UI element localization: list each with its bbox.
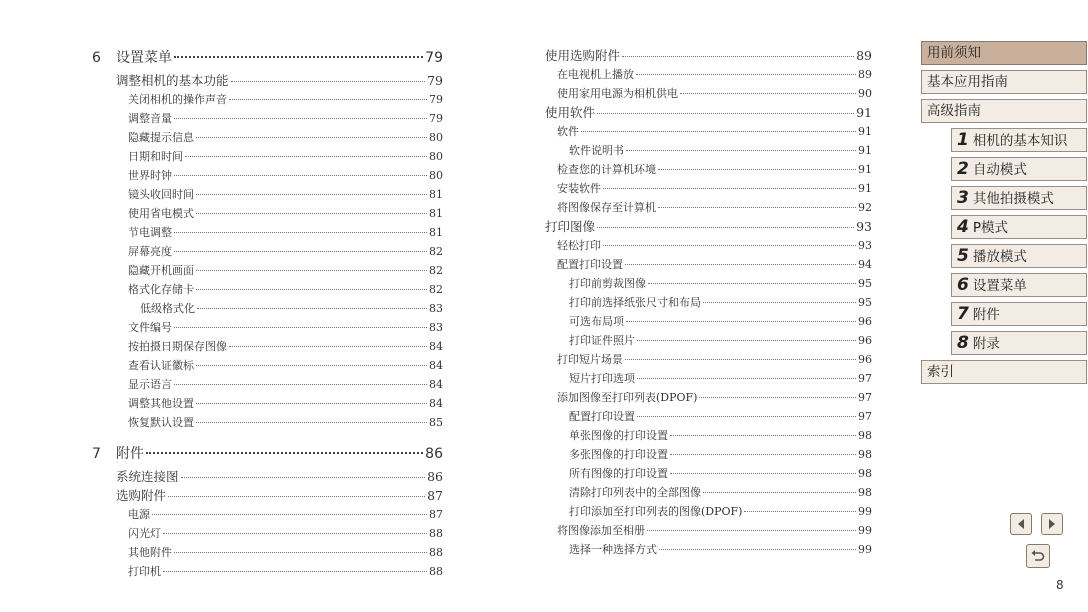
toc-entry[interactable]	[92, 337, 443, 356]
toc-entry-page: 97	[858, 391, 872, 404]
sidebar-tab-label: 索引	[927, 364, 954, 380]
sidebar-tab-label: 播放模式	[972, 249, 1027, 265]
toc-entry-page: 99	[858, 505, 872, 518]
toc-entry-label: 闪光灯	[128, 527, 161, 540]
toc-entry[interactable]	[545, 103, 872, 122]
toc-entry[interactable]	[545, 84, 872, 103]
toc-entry-label: 打印短片场景	[557, 353, 623, 366]
toc-entry-page: 84	[429, 359, 443, 372]
toc-entry-label: 调整音量	[128, 112, 172, 125]
sidebar-tab[interactable]	[921, 360, 1087, 384]
toc-entry-page: 95	[858, 277, 872, 290]
toc-entry[interactable]	[545, 236, 872, 255]
toc-entry-label: 调整相机的基本功能	[116, 73, 229, 88]
chapter-number: 8	[957, 333, 969, 353]
return-button[interactable]	[1026, 544, 1050, 568]
toc-entry-label: 打印机	[128, 565, 161, 578]
toc-entry[interactable]	[92, 147, 443, 166]
dot-leader	[581, 131, 856, 132]
toc-entry[interactable]	[92, 166, 443, 185]
toc-entry[interactable]	[545, 46, 872, 65]
toc-entry[interactable]	[545, 388, 872, 407]
toc-entry[interactable]	[545, 198, 872, 217]
dot-leader	[603, 245, 856, 246]
toc-entry-label: 调整其他设置	[128, 397, 194, 410]
toc-entry-page: 80	[429, 131, 443, 144]
toc-entry[interactable]	[545, 407, 872, 426]
toc-entry-page: 79	[427, 73, 443, 88]
dot-leader	[196, 137, 427, 138]
toc-entry-page: 84	[429, 378, 443, 391]
toc-entry[interactable]	[545, 540, 872, 559]
toc-entry-label: 软件说明书	[569, 144, 624, 157]
toc-entry-label: 将图像保存至计算机	[557, 201, 656, 214]
toc-entry-page: 84	[429, 340, 443, 353]
toc-entry-label: 日期和时间	[128, 150, 183, 163]
sidebar-chapter-tab[interactable]	[951, 302, 1087, 326]
dot-leader	[703, 302, 856, 303]
toc-entry-page: 96	[858, 315, 872, 328]
toc-entry[interactable]	[545, 331, 872, 350]
toc-entry-label: 安装软件	[557, 182, 601, 195]
toc-entry-page: 82	[429, 264, 443, 277]
sidebar-chapter-tab[interactable]	[951, 186, 1087, 210]
dot-leader	[636, 74, 856, 75]
toc-entry-label: 使用软件	[545, 105, 596, 120]
toc-entry[interactable]	[92, 562, 443, 581]
toc-entry-page: 80	[429, 169, 443, 182]
toc-entry-page: 97	[858, 372, 872, 385]
toc-entry-label: 设置菜单	[116, 50, 172, 66]
toc-entry-label: 镜头收回时间	[128, 188, 194, 201]
toc-entry[interactable]	[545, 464, 872, 483]
dot-leader	[670, 473, 856, 474]
toc-entry[interactable]	[545, 179, 872, 198]
toc-entry-label: 打印前选择纸张尺寸和布局	[569, 296, 701, 309]
dot-leader	[152, 514, 427, 515]
dot-leader	[626, 321, 856, 322]
sidebar-tab-label: 用前须知	[927, 45, 981, 61]
toc-entry-page: 81	[429, 207, 443, 220]
chapter-navigation-sidebar	[921, 41, 1087, 389]
toc-entry-label: 查看认证徽标	[128, 359, 194, 372]
dot-leader	[185, 156, 427, 157]
chapter-number: 7	[957, 304, 969, 324]
toc-entry-page: 83	[429, 321, 443, 334]
toc-entry[interactable]	[92, 223, 443, 242]
return-arrow-icon	[1030, 548, 1046, 564]
toc-column-left	[92, 46, 443, 581]
toc-entry[interactable]	[92, 185, 443, 204]
toc-entry[interactable]	[92, 109, 443, 128]
dot-leader	[174, 327, 427, 328]
toc-entry-label: 电源	[128, 508, 150, 521]
dot-leader	[196, 289, 427, 290]
toc-entry-page: 91	[858, 163, 872, 176]
toc-entry[interactable]	[545, 502, 872, 521]
toc-entry[interactable]	[92, 505, 443, 524]
toc-entry-page: 82	[429, 283, 443, 296]
toc-entry-label: 软件	[557, 125, 579, 138]
toc-entry[interactable]	[92, 486, 443, 505]
toc-entry[interactable]	[92, 261, 443, 280]
sidebar-tab-label: 设置菜单	[972, 278, 1027, 294]
toc-entry-label: 打印前剪裁图像	[569, 277, 646, 290]
toc-entry-page: 83	[429, 302, 443, 315]
toc-entry-page: 90	[858, 87, 872, 100]
arrow-right-icon	[1046, 518, 1058, 530]
toc-entry-label: 选购附件	[116, 488, 167, 503]
page-number: 8	[1056, 578, 1064, 592]
dot-leader	[174, 175, 427, 176]
dot-leader	[637, 416, 856, 417]
toc-entry[interactable]	[545, 141, 872, 160]
chapter-number: 2	[957, 159, 969, 179]
dot-leader	[174, 56, 423, 58]
toc-entry-label: 低级格式化	[140, 302, 195, 315]
dot-leader	[637, 340, 856, 341]
toc-entry-page: 81	[429, 226, 443, 239]
toc-entry-label: 短片打印选项	[569, 372, 635, 385]
toc-entry-label: 使用选购附件	[545, 48, 621, 63]
toc-entry-label: 将图像添加至相册	[557, 524, 645, 537]
sidebar-tab-label: 附件	[972, 307, 1000, 323]
toc-entry-label: 选择一种选择方式	[569, 543, 657, 556]
chapter-number: 4	[957, 217, 969, 237]
toc-entry[interactable]	[545, 274, 872, 293]
toc-entry[interactable]	[92, 467, 443, 486]
dot-leader	[174, 552, 427, 553]
toc-entry[interactable]	[92, 299, 443, 318]
toc-entry-page: 95	[858, 296, 872, 309]
toc-entry-label: 文件编号	[128, 321, 172, 334]
toc-entry[interactable]	[92, 90, 443, 109]
chapter-number: 7	[92, 446, 101, 462]
sidebar-tab-label: 附录	[972, 336, 1000, 352]
toc-entry[interactable]	[92, 204, 443, 223]
toc-entry-label: 屏幕亮度	[128, 245, 172, 258]
toc-entry[interactable]	[545, 350, 872, 369]
toc-chapter-entry[interactable]	[92, 46, 443, 70]
toc-entry-page: 96	[858, 353, 872, 366]
toc-entry-page: 91	[856, 105, 872, 120]
toc-entry-page: 91	[858, 125, 872, 138]
dot-leader	[670, 454, 856, 455]
dot-leader	[699, 397, 856, 398]
sidebar-chapter-tab[interactable]	[951, 128, 1087, 152]
toc-entry-page: 97	[858, 410, 872, 423]
toc-entry-page: 81	[429, 188, 443, 201]
sidebar-tab[interactable]	[921, 41, 1087, 65]
toc-entry-page: 94	[858, 258, 872, 271]
toc-entry[interactable]	[92, 71, 443, 90]
toc-entry-label: 显示语言	[128, 378, 172, 391]
toc-entry-label: 配置打印设置	[557, 258, 623, 271]
dot-leader	[658, 169, 856, 170]
dot-leader	[648, 283, 856, 284]
toc-entry-page: 88	[429, 546, 443, 559]
toc-entry-label: 轻松打印	[557, 239, 601, 252]
toc-entry-label: 添加图像至打印列表(DPOF)	[557, 391, 698, 404]
sidebar-tab-label: P模式	[972, 220, 1008, 236]
sidebar-tab-label: 相机的基本知识	[972, 133, 1068, 149]
toc-entry-label: 清除打印列表中的全部图像	[569, 486, 701, 499]
toc-entry-page: 91	[858, 144, 872, 157]
dot-leader	[703, 492, 856, 493]
toc-entry[interactable]	[92, 413, 443, 432]
dot-leader	[626, 150, 856, 151]
dot-leader	[196, 365, 427, 366]
sidebar-tab-label: 其他拍摄模式	[972, 191, 1054, 207]
toc-entry-page: 92	[858, 201, 872, 214]
toc-entry-page: 98	[858, 467, 872, 480]
toc-entry[interactable]	[545, 293, 872, 312]
section-gap	[92, 432, 443, 442]
toc-entry-page: 99	[858, 524, 872, 537]
toc-entry-page: 98	[858, 429, 872, 442]
toc-entry[interactable]	[545, 521, 872, 540]
toc-entry-page: 99	[858, 543, 872, 556]
dot-leader	[174, 251, 427, 252]
dot-leader	[163, 571, 427, 572]
toc-entry-page: 82	[429, 245, 443, 258]
dot-leader	[196, 270, 427, 271]
dot-leader	[174, 232, 427, 233]
dot-leader	[174, 118, 427, 119]
toc-entry[interactable]	[92, 318, 443, 337]
toc-entry-label: 节电调整	[128, 226, 172, 239]
toc-entry[interactable]	[545, 369, 872, 388]
toc-entry-label: 世界时钟	[128, 169, 172, 182]
dot-leader	[229, 346, 427, 347]
toc-entry-label: 打印证件照片	[569, 334, 635, 347]
sidebar-chapter-tab[interactable]	[951, 244, 1087, 268]
toc-entry[interactable]	[545, 65, 872, 84]
dot-leader	[168, 496, 425, 497]
toc-entry[interactable]	[545, 255, 872, 274]
dot-leader	[231, 81, 426, 82]
dot-leader	[163, 533, 427, 534]
sidebar-chapter-tab[interactable]	[951, 331, 1087, 355]
toc-entry-page: 93	[858, 239, 872, 252]
toc-entry-label: 隐藏提示信息	[128, 131, 194, 144]
dot-leader	[670, 435, 856, 436]
toc-entry-label: 隐藏开机画面	[128, 264, 194, 277]
arrow-left-icon	[1015, 518, 1027, 530]
toc-entry-page: 80	[429, 150, 443, 163]
chapter-number: 6	[92, 50, 101, 66]
toc-entry[interactable]	[92, 394, 443, 413]
dot-leader	[659, 549, 856, 550]
toc-column-middle	[545, 46, 872, 559]
toc-entry-page: 79	[429, 93, 443, 106]
dot-leader	[603, 188, 856, 189]
sidebar-tab-label: 高级指南	[927, 103, 981, 119]
sidebar-tab-label: 基本应用指南	[927, 74, 1008, 90]
toc-entry-label: 关闭相机的操作声音	[128, 93, 227, 106]
toc-entry[interactable]	[92, 242, 443, 261]
dot-leader	[197, 308, 427, 309]
toc-entry-page: 89	[856, 48, 872, 63]
toc-entry-page: 98	[858, 448, 872, 461]
toc-entry[interactable]	[545, 160, 872, 179]
sidebar-tab[interactable]	[921, 99, 1087, 123]
toc-entry-label: 配置打印设置	[569, 410, 635, 423]
chapter-number: 5	[957, 246, 969, 266]
previous-page-button[interactable]	[1010, 513, 1032, 535]
toc-entry-page: 88	[429, 527, 443, 540]
sidebar-chapter-tab[interactable]	[951, 273, 1087, 297]
toc-entry-page: 85	[429, 416, 443, 429]
dot-leader	[658, 207, 856, 208]
toc-entry-label: 系统连接图	[116, 469, 179, 484]
dot-leader	[196, 194, 427, 195]
toc-entry-page: 89	[858, 68, 872, 81]
toc-entry[interactable]	[545, 445, 872, 464]
toc-entry-label: 其他附件	[128, 546, 172, 559]
dot-leader	[680, 93, 856, 94]
toc-entry-label: 打印添加至打印列表的图像(DPOF)	[569, 505, 743, 518]
dot-leader	[146, 452, 423, 454]
toc-entry-page: 87	[427, 488, 443, 503]
toc-entry[interactable]	[92, 128, 443, 147]
toc-entry-label: 打印图像	[545, 219, 596, 234]
toc-entry-label: 按拍摄日期保存图像	[128, 340, 227, 353]
dot-leader	[625, 359, 856, 360]
toc-entry[interactable]	[545, 483, 872, 502]
toc-entry[interactable]	[545, 312, 872, 331]
dot-leader	[647, 530, 856, 531]
dot-leader	[625, 264, 856, 265]
dot-leader	[744, 511, 856, 512]
toc-entry-page: 96	[858, 334, 872, 347]
sidebar-chapter-tab[interactable]	[951, 157, 1087, 181]
toc-entry-label: 附件	[116, 446, 144, 462]
dot-leader	[196, 422, 427, 423]
toc-entry-label: 格式化存储卡	[128, 283, 194, 296]
sidebar-tab-label: 自动模式	[972, 162, 1027, 178]
toc-entry[interactable]	[92, 543, 443, 562]
dot-leader	[174, 384, 427, 385]
toc-entry[interactable]	[92, 375, 443, 394]
toc-entry[interactable]	[545, 122, 872, 141]
toc-entry-page: 88	[429, 565, 443, 578]
toc-entry-page: 86	[425, 446, 443, 462]
toc-entry-page: 79	[425, 50, 443, 66]
toc-entry-label: 使用家用电源为相机供电	[557, 87, 678, 100]
chapter-number: 3	[957, 188, 969, 208]
dot-leader	[597, 227, 854, 228]
toc-entry-page: 86	[427, 469, 443, 484]
next-page-button[interactable]	[1041, 513, 1063, 535]
dot-leader	[196, 403, 427, 404]
toc-entry-label: 所有图像的打印设置	[569, 467, 668, 480]
dot-leader	[196, 213, 427, 214]
toc-entry[interactable]	[92, 524, 443, 543]
toc-entry[interactable]	[92, 356, 443, 375]
dot-leader	[181, 477, 426, 478]
toc-entry-page: 84	[429, 397, 443, 410]
sidebar-chapter-tab[interactable]	[951, 215, 1087, 239]
dot-leader	[597, 113, 854, 114]
toc-entry-page: 87	[429, 508, 443, 521]
dot-leader	[637, 378, 856, 379]
toc-entry-page: 93	[856, 219, 872, 234]
sidebar-tab[interactable]	[921, 70, 1087, 94]
toc-entry[interactable]	[545, 426, 872, 445]
chapter-number: 6	[957, 275, 969, 295]
toc-entry-page: 98	[858, 486, 872, 499]
toc-entry-label: 使用省电模式	[128, 207, 194, 220]
toc-entry[interactable]	[92, 280, 443, 299]
toc-entry-label: 检查您的计算机环境	[557, 163, 656, 176]
dot-leader	[229, 99, 427, 100]
toc-entry-label: 在电视机上播放	[557, 68, 634, 81]
toc-entry[interactable]	[545, 217, 872, 236]
toc-entry-page: 91	[858, 182, 872, 195]
toc-entry-label: 单张图像的打印设置	[569, 429, 668, 442]
toc-entry-label: 可选布局项	[569, 315, 624, 328]
toc-entry-page: 79	[429, 112, 443, 125]
toc-entry-label: 恢复默认设置	[128, 416, 194, 429]
toc-chapter-entry[interactable]	[92, 442, 443, 466]
toc-entry-label: 多张图像的打印设置	[569, 448, 668, 461]
dot-leader	[622, 56, 854, 57]
chapter-number: 1	[957, 130, 969, 150]
